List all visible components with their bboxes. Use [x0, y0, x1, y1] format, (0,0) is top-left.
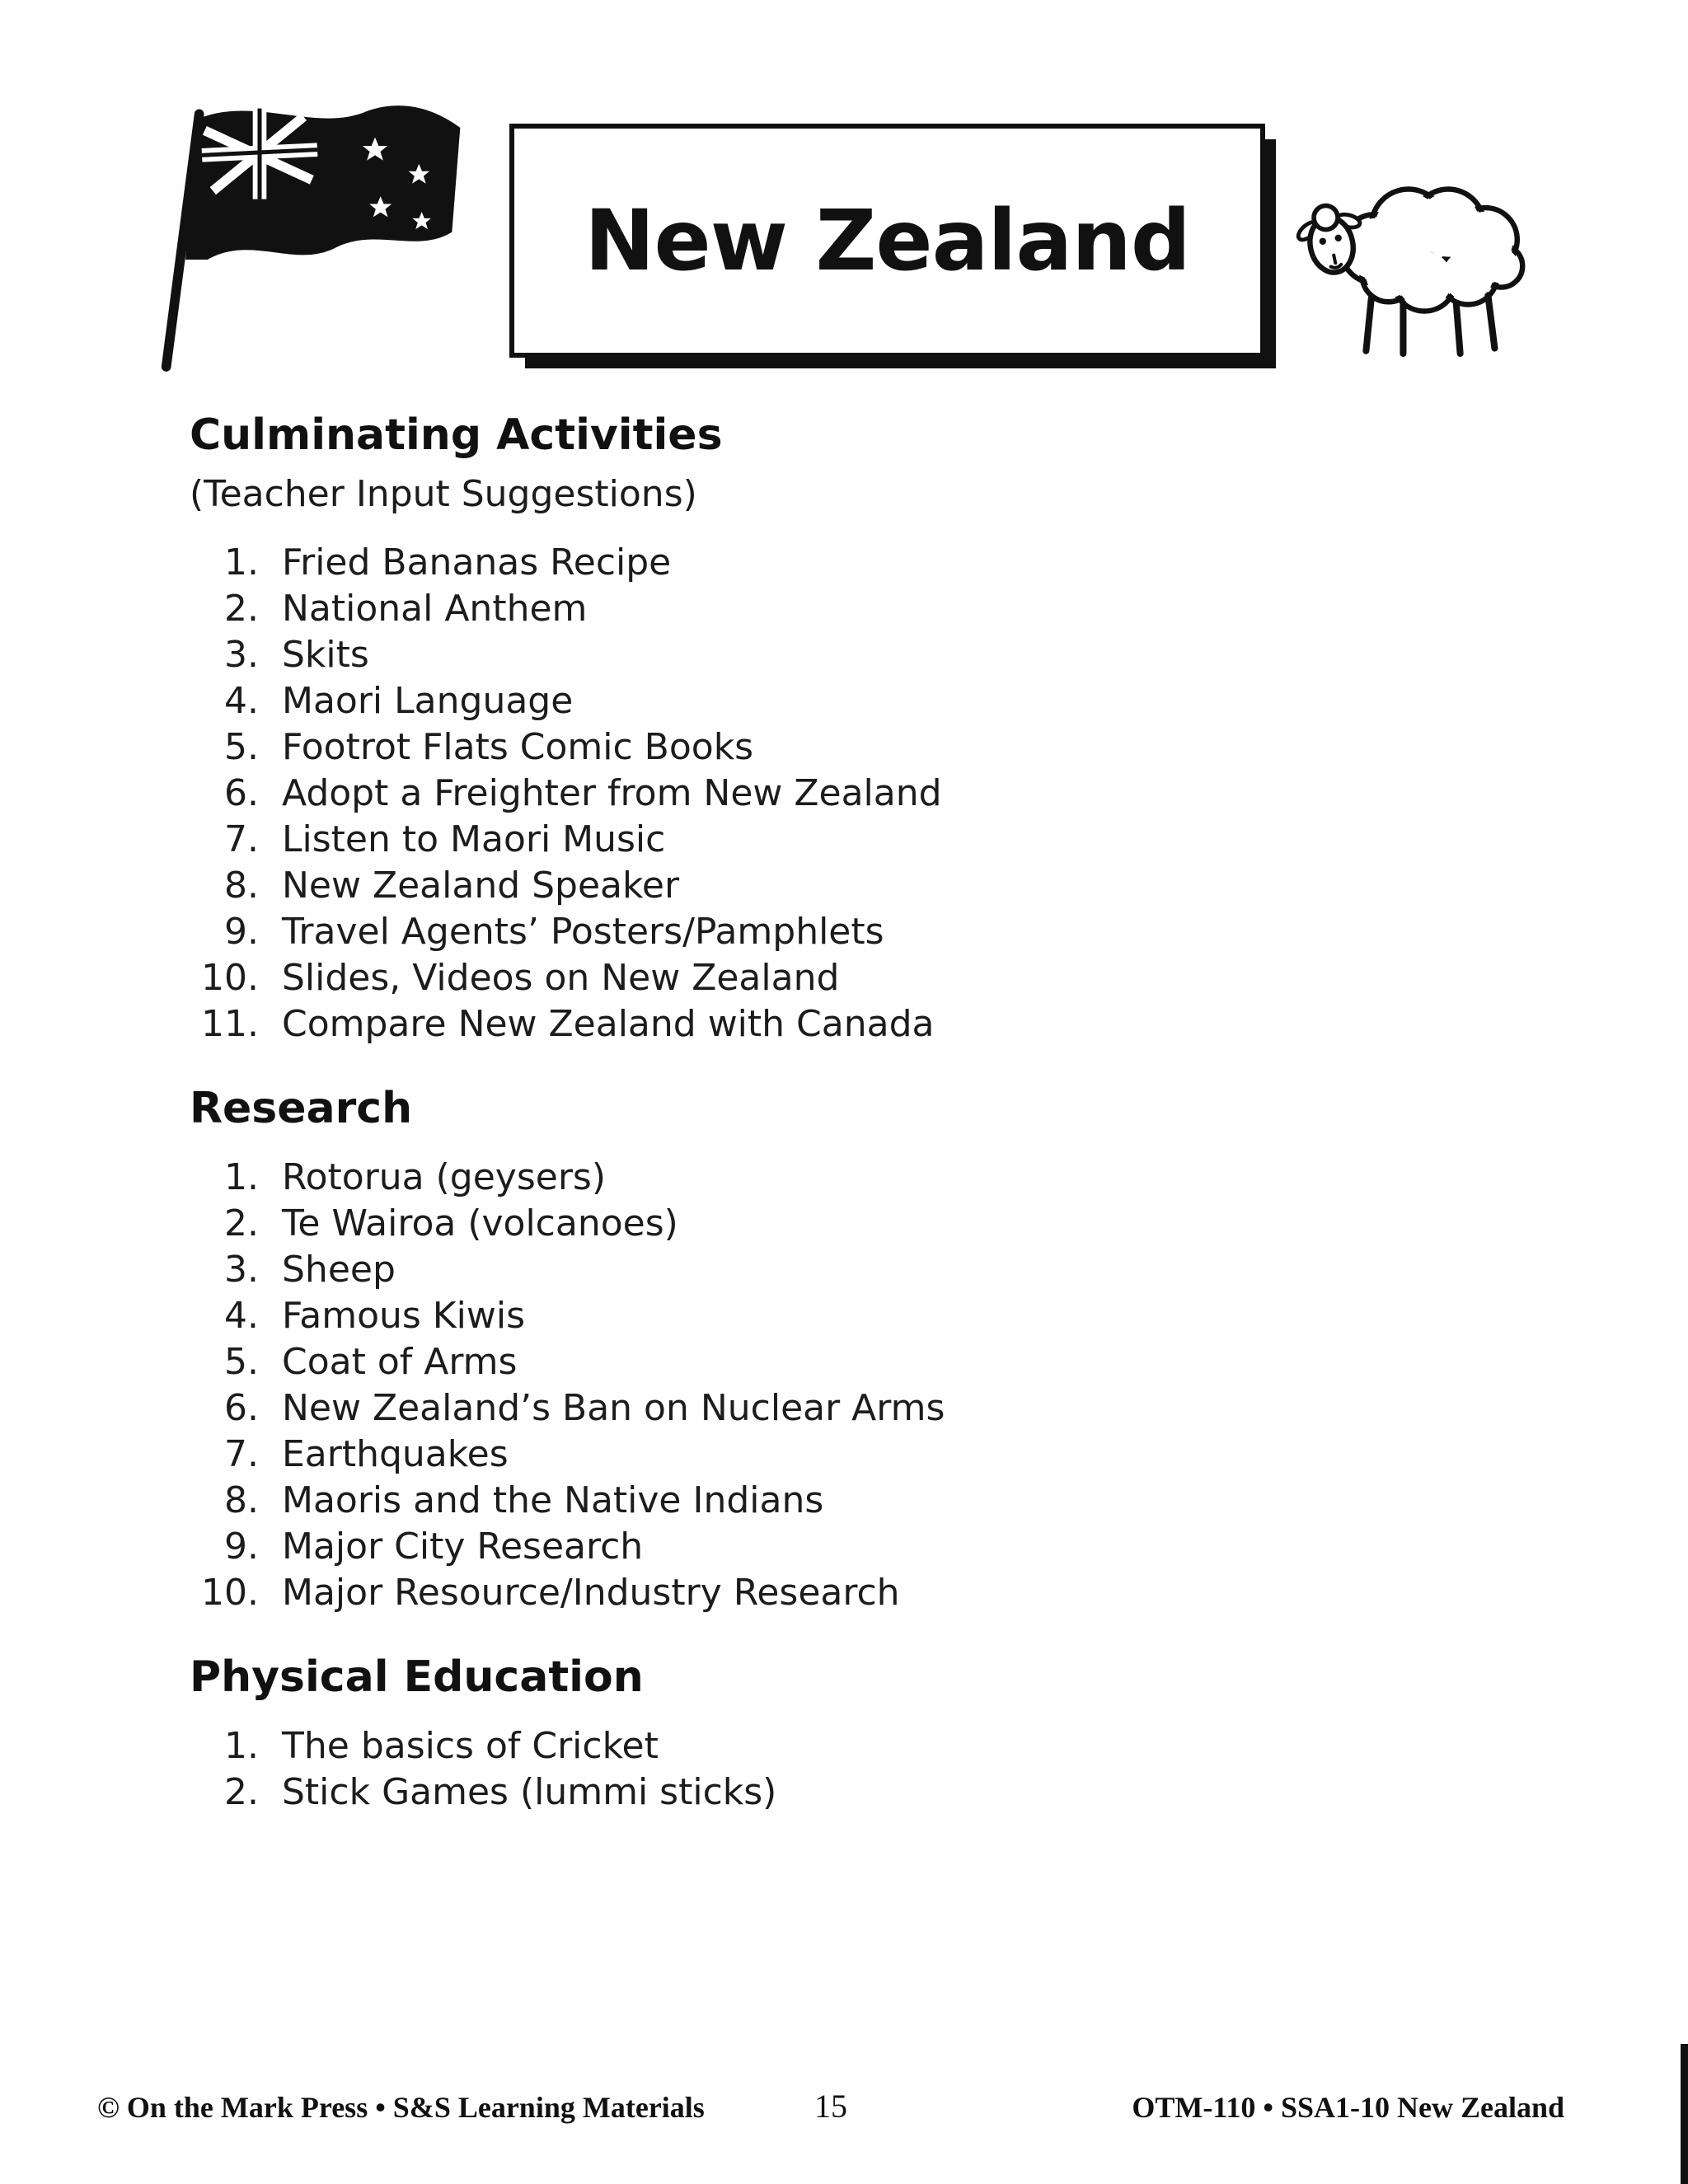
footer-publisher: © On the Mark Press • S&S Learning Materials — [97, 2091, 705, 2124]
list-item-text: Listen to Maori Music — [282, 818, 666, 860]
list-item — [190, 771, 1475, 817]
list-item — [190, 1478, 1475, 1524]
list-item-text: Slides, Videos on New Zealand — [282, 957, 840, 999]
research-list — [190, 1155, 1475, 1616]
list-item-number: 2. — [224, 1202, 259, 1244]
scan-edge-artifact — [1681, 2044, 1688, 2184]
list-item-number: 1. — [224, 1725, 259, 1767]
section-physical-education — [190, 1652, 1475, 1816]
list-item-number: 9. — [224, 911, 259, 953]
list-item-number: 1. — [224, 541, 259, 583]
list-item — [190, 1524, 1475, 1570]
list-item-number: 3. — [224, 634, 259, 676]
list-item-text: Fried Bananas Recipe — [282, 541, 672, 583]
section-heading: Physical Education — [190, 1652, 644, 1702]
list-item-text: New Zealand’s Ban on Nuclear Arms — [282, 1387, 945, 1429]
list-item — [190, 1769, 1475, 1816]
list-item-text: Compare New Zealand with Canada — [282, 1003, 935, 1045]
list-item-number: 10. — [201, 957, 259, 999]
list-item-number: 6. — [224, 1387, 259, 1429]
list-item — [190, 863, 1475, 909]
list-item — [190, 586, 1475, 632]
new-zealand-flag-icon — [144, 95, 474, 383]
list-item — [190, 1385, 1475, 1432]
list-item-number: 2. — [224, 1771, 259, 1813]
list-item — [190, 909, 1475, 955]
title-box — [509, 124, 1265, 358]
page-number: 15 — [814, 2088, 847, 2125]
list-item — [190, 724, 1475, 771]
list-item-text: New Zealand Speaker — [282, 865, 680, 907]
list-item-number: 10. — [201, 1572, 259, 1614]
list-item-number: 8. — [224, 1479, 259, 1521]
list-item-number: 11. — [201, 1003, 259, 1045]
list-item-text: The basics of Cricket — [282, 1725, 659, 1767]
list-item-text: Adopt a Freighter from New Zealand — [282, 772, 942, 814]
list-item-number: 6. — [224, 772, 259, 814]
list-item — [190, 1432, 1475, 1478]
list-item-text: Rotorua (geysers) — [282, 1156, 606, 1198]
list-item — [190, 1723, 1475, 1769]
list-item — [190, 632, 1475, 678]
list-item-number: 2. — [224, 588, 259, 630]
list-item-text: Famous Kiwis — [282, 1295, 526, 1337]
list-item-text: Te Wairoa (volcanoes) — [282, 1202, 678, 1244]
list-item — [190, 817, 1475, 863]
page-title: New Zealand — [584, 191, 1190, 290]
list-item-number: 1. — [224, 1156, 259, 1198]
list-item-text: Stick Games (lummi sticks) — [282, 1771, 777, 1813]
list-item-text: National Anthem — [282, 588, 588, 630]
section-research — [190, 1084, 1475, 1616]
list-item — [190, 1570, 1475, 1616]
list-item-text: Coat of Arms — [282, 1341, 518, 1383]
list-item-text: Major City Research — [282, 1526, 644, 1568]
list-item-number: 9. — [224, 1526, 259, 1568]
list-item-text: Travel Agents’ Posters/Pamphlets — [282, 911, 884, 953]
page-content — [190, 410, 1475, 1816]
physical-education-list — [190, 1723, 1475, 1816]
section-culminating-activities — [190, 410, 1475, 1047]
list-item-number: 5. — [224, 726, 259, 768]
list-item-text: Sheep — [282, 1249, 396, 1291]
list-item — [190, 540, 1475, 586]
list-item — [190, 1293, 1475, 1339]
list-item-text: Earthquakes — [282, 1433, 509, 1475]
culminating-activities-list — [190, 540, 1475, 1047]
section-heading: Culminating Activities — [190, 410, 723, 460]
section-subheading: (Teacher Input Suggestions) — [190, 473, 697, 515]
section-heading: Research — [190, 1084, 413, 1133]
list-item-number: 8. — [224, 865, 259, 907]
list-item-text: Footrot Flats Comic Books — [282, 726, 754, 768]
list-item-number: 3. — [224, 1249, 259, 1291]
footer-catalog-code: OTM-110 • SSA1-10 New Zealand — [1132, 2091, 1564, 2124]
list-item-number: 5. — [224, 1341, 259, 1383]
list-item — [190, 1201, 1475, 1247]
list-item — [190, 955, 1475, 1001]
list-item — [190, 1247, 1475, 1293]
list-item — [190, 1155, 1475, 1201]
list-item-number: 4. — [224, 1295, 259, 1337]
sheep-icon — [1276, 147, 1581, 377]
list-item-text: Maoris and the Native Indians — [282, 1479, 824, 1521]
list-item-number: 7. — [224, 818, 259, 860]
list-item-text: Maori Language — [282, 680, 574, 722]
page-footer — [97, 2087, 1564, 2125]
list-item-text: Major Resource/Industry Research — [282, 1572, 900, 1614]
list-item — [190, 1339, 1475, 1385]
list-item — [190, 678, 1475, 724]
list-item-text: Skits — [282, 634, 369, 676]
list-item-number: 4. — [224, 680, 259, 722]
list-item-number: 7. — [224, 1433, 259, 1475]
list-item — [190, 1001, 1475, 1047]
